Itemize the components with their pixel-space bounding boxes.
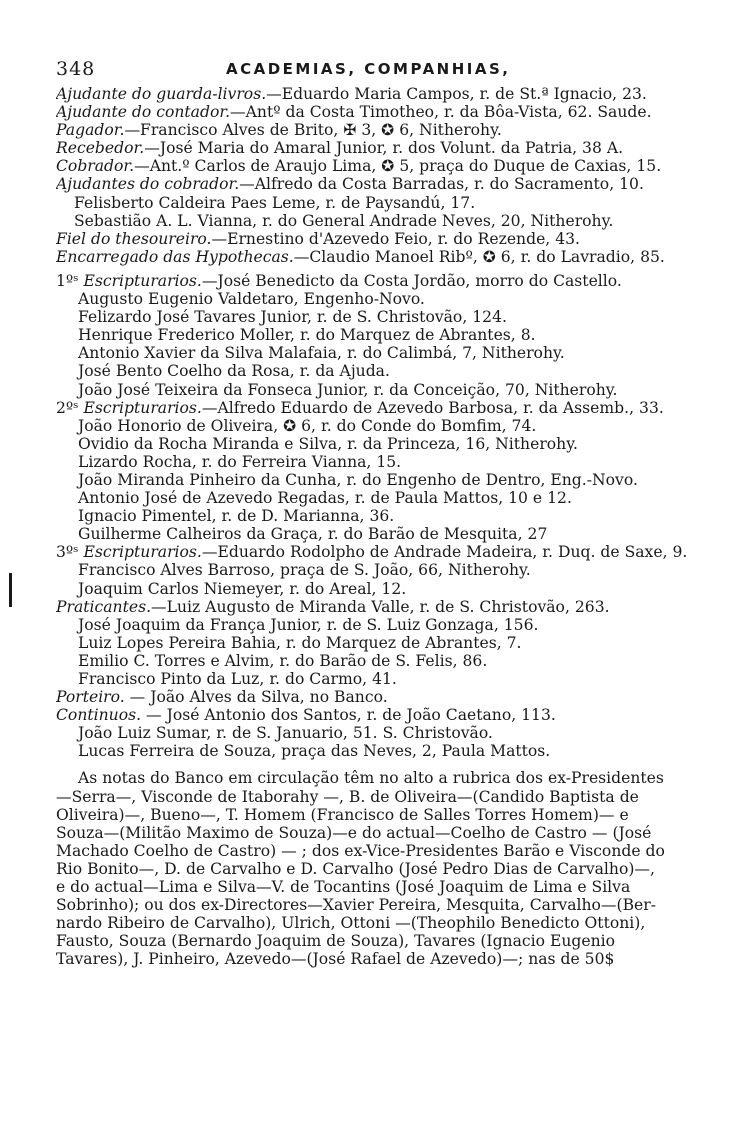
entry-role: Fiel do thesoureiro. bbox=[56, 229, 212, 248]
paragraph-line: Sobrinho); ou dos ex-Directores—Xavier Pereira, Mesquita, Carvalho—(Ber- bbox=[56, 896, 657, 915]
entry-text: Augusto Eugenio Valdetaro, Engenho-Novo. bbox=[78, 290, 425, 309]
entry-line bbox=[56, 308, 696, 326]
ordinal-prefix: 3ºˢ bbox=[56, 543, 84, 562]
entry-text: Lucas Ferreira de Souza, praça das Neves, 2, Paula Mattos. bbox=[78, 742, 551, 761]
entry-role: Escripturarios. bbox=[83, 398, 202, 417]
entry-role: Cobrador. bbox=[56, 157, 135, 176]
entry-text: —Eduardo Maria Campos, r. de St.ª Ignacio, 23. bbox=[266, 85, 647, 103]
entry-text: Felizardo José Tavares Junior, r. de S. Christovão, 124. bbox=[78, 308, 507, 327]
entry-text: —Antº da Costa Timotheo, r. da Bôa-Vista, 62. Saude. bbox=[230, 103, 652, 122]
entry-text: Joaquim Carlos Niemeyer, r. do Areal, 12. bbox=[78, 579, 407, 598]
entry-text: —Ant.º Carlos de Araujo Lima, ✪ 5, praça do Duque de Caxias, 15. bbox=[134, 157, 662, 176]
entry-text: Luiz Lopes Pereira Bahia, r. do Marquez de Abrantes, 7. bbox=[78, 633, 522, 652]
entry-text: Sebastião A. L. Vianna, r. do General Andrade Neves, 20, Nitherohy. bbox=[74, 211, 614, 230]
entry-line bbox=[56, 543, 696, 561]
entry-text: Henrique Frederico Moller, r. do Marquez de Abrantes, 8. bbox=[78, 326, 536, 345]
entry-text: Francisco Alves Barroso, praça de S. João, 66, Nitherohy. bbox=[78, 561, 531, 580]
entry-line bbox=[56, 175, 696, 193]
paragraph-line: Souza—(Militão Maximo de Souza)—e do actual—Coelho de Castro — (José bbox=[56, 823, 652, 842]
entry-role: Porteiro. bbox=[56, 688, 125, 707]
notes-paragraph bbox=[56, 769, 696, 968]
entry-line bbox=[56, 652, 696, 670]
entry-text: —Eduardo Rodolpho de Andrade Madeira, r. Duq. de Saxe, 9. bbox=[201, 543, 688, 562]
entry-text: Ignacio Pimentel, r. de D. Marianna, 36. bbox=[78, 507, 395, 526]
entry-text: João Honorio de Oliveira, ✪ 6, r. do Conde do Bomfim, 74. bbox=[78, 416, 537, 435]
page-header bbox=[56, 58, 696, 82]
entry-text: —Luiz Augusto de Miranda Valle, r. de S. Christovão, 263. bbox=[151, 597, 610, 616]
entry-line bbox=[56, 453, 696, 471]
ordinal-prefix: 2ºˢ bbox=[56, 398, 84, 417]
entry-line bbox=[56, 399, 696, 417]
directory-listing bbox=[56, 85, 696, 969]
entry-line bbox=[56, 344, 696, 362]
entry-role: Recebedor. bbox=[56, 139, 145, 158]
entry-line bbox=[56, 381, 696, 399]
entry-role: Praticantes. bbox=[56, 597, 152, 616]
paragraph-line: Oliveira)—, Bueno—, T. Homem (Francisco de Salles Torres Homem)— e bbox=[56, 805, 629, 824]
paragraph-line: Fausto, Souza (Bernardo Joaquim de Souza), Tavares (Ignacio Eugenio bbox=[56, 932, 616, 951]
entry-line bbox=[56, 248, 696, 266]
entry-text: — João Alves da Silva, no Banco. bbox=[124, 688, 388, 707]
entry-line bbox=[56, 326, 696, 344]
entry-text: — José Antonio dos Santos, r. de João Caetano, 113. bbox=[141, 706, 556, 725]
entry-text: José Joaquim da França Junior, r. de S. Luiz Gonzaga, 156. bbox=[78, 615, 539, 634]
entry-line bbox=[56, 212, 696, 230]
entry-line bbox=[56, 616, 696, 634]
entry-line bbox=[56, 139, 696, 157]
entry-role: Escripturarios. bbox=[83, 543, 202, 562]
entry-role: Escripturarios. bbox=[83, 271, 202, 290]
entry-line bbox=[56, 598, 696, 616]
entry-line bbox=[56, 561, 696, 579]
entry-role: Encarregado das Hypothecas. bbox=[56, 247, 294, 266]
entry-text: Antonio José de Azevedo Regadas, r. de Paula Mattos, 10 e 12. bbox=[78, 489, 572, 508]
entry-line bbox=[56, 435, 696, 453]
entry-line bbox=[56, 489, 696, 507]
entry-line bbox=[56, 507, 696, 525]
entry-line bbox=[56, 706, 696, 724]
entry-line bbox=[56, 121, 696, 139]
entry-line bbox=[56, 290, 696, 308]
entry-text: Ovidio da Rocha Miranda e Silva, r. da Princeza, 16, Nitherohy. bbox=[78, 434, 578, 453]
entry-line bbox=[56, 471, 696, 489]
entry-text: João José Teixeira da Fonseca Junior, r. da Conceição, 70, Nitherohy. bbox=[78, 380, 618, 399]
entry-line bbox=[56, 417, 696, 435]
entry-line bbox=[56, 272, 696, 290]
paragraph-line: e do actual—Lima e Silva—V. de Tocantins (José Joaquim de Lima e Silva bbox=[56, 878, 631, 897]
running-head: ACADEMIAS, COMPANHIAS, bbox=[226, 60, 511, 78]
entry-role: Ajudante do contador. bbox=[56, 103, 231, 122]
entry-role: Continuos. bbox=[56, 706, 142, 725]
entry-text: João Miranda Pinheiro da Cunha, r. do Engenho de Dentro, Eng.-Novo. bbox=[78, 470, 638, 489]
entry-line bbox=[56, 85, 696, 103]
entry-text: —José Benedicto da Costa Jordão, morro do Castello. bbox=[201, 271, 622, 290]
entry-text: José Bento Coelho da Rosa, r. da Ajuda. bbox=[78, 362, 390, 381]
entry-line bbox=[56, 724, 696, 742]
entry-text: Antonio Xavier da Silva Malafaia, r. do Calimbá, 7, Nitherohy. bbox=[78, 344, 565, 363]
entry-role: Ajudante do guarda-livros. bbox=[56, 85, 267, 103]
entry-role: Ajudantes do cobrador. bbox=[56, 175, 240, 194]
paragraph-line: —Serra—, Visconde de Itaborahy —, B. de Oliveira—(Candido Baptista de bbox=[56, 787, 639, 806]
entry-text: —José Maria do Amaral Junior, r. dos Volunt. da Patria, 38 A. bbox=[144, 139, 624, 158]
entry-text: —Alfredo da Costa Barradas, r. do Sacramento, 10. bbox=[239, 175, 644, 194]
paragraph-line: As notas do Banco em circulação têm no alto a rubrica dos ex-Presidentes bbox=[78, 769, 664, 788]
entry-role: Pagador. bbox=[56, 121, 125, 140]
entry-text: —Claudio Manoel Ribº, ✪ 6, r. do Lavradio, 85. bbox=[293, 247, 665, 266]
entry-line bbox=[56, 362, 696, 380]
entry-line bbox=[56, 525, 696, 543]
paragraph-line: Rio Bonito—, D. de Carvalho e D. Carvalho (José Pedro Dias de Carvalho)—, bbox=[56, 859, 655, 878]
entry-text: Emilio C. Torres e Alvim, r. do Barão de S. Felis, 86. bbox=[78, 651, 488, 670]
entry-text: Guilherme Calheiros da Graça, r. do Barão de Mesquita, 27 bbox=[78, 525, 548, 544]
entry-text: —Ernestino d'Azevedo Feio, r. do Rezende, 43. bbox=[211, 229, 581, 248]
margin-mark bbox=[9, 573, 12, 607]
entry-text: João Luiz Sumar, r. de S. Januario, 51. S. Christovão. bbox=[78, 724, 493, 743]
entry-text: —Francisco Alves de Brito, ✠ 3, ✪ 6, Nitherohy. bbox=[124, 121, 502, 140]
entry-line bbox=[56, 688, 696, 706]
entry-line bbox=[56, 194, 696, 212]
ordinal-prefix: 1ºˢ bbox=[56, 271, 84, 290]
entry-text: Francisco Pinto da Luz, r. do Carmo, 41. bbox=[78, 670, 397, 688]
paragraph-line: nardo Ribeiro de Carvalho), Ulrich, Ottoni —(Theophilo Benedicto Ottoni), bbox=[56, 914, 646, 933]
entry-line bbox=[56, 103, 696, 121]
entry-text: Lizardo Rocha, r. do Ferreira Vianna, 15. bbox=[78, 452, 402, 471]
page-number: 348 bbox=[56, 58, 96, 80]
entry-line bbox=[56, 742, 696, 760]
entry-list bbox=[56, 85, 696, 760]
entry-line bbox=[56, 230, 696, 248]
entry-line bbox=[56, 670, 696, 688]
entry-text: —Alfredo Eduardo de Azevedo Barbosa, r. da Assemb., 33. bbox=[201, 398, 664, 417]
paragraph-line: Tavares), J. Pinheiro, Azevedo—(José Rafael de Azevedo)—; nas de 50$ bbox=[56, 950, 615, 969]
entry-line bbox=[56, 157, 696, 175]
entry-line bbox=[56, 580, 696, 598]
entry-line bbox=[56, 634, 696, 652]
paragraph-line: Machado Coelho de Castro) — ; dos ex-Vice-Presidentes Barão e Visconde do bbox=[56, 841, 665, 860]
entry-text: Felisberto Caldeira Paes Leme, r. de Paysandú, 17. bbox=[74, 193, 476, 212]
